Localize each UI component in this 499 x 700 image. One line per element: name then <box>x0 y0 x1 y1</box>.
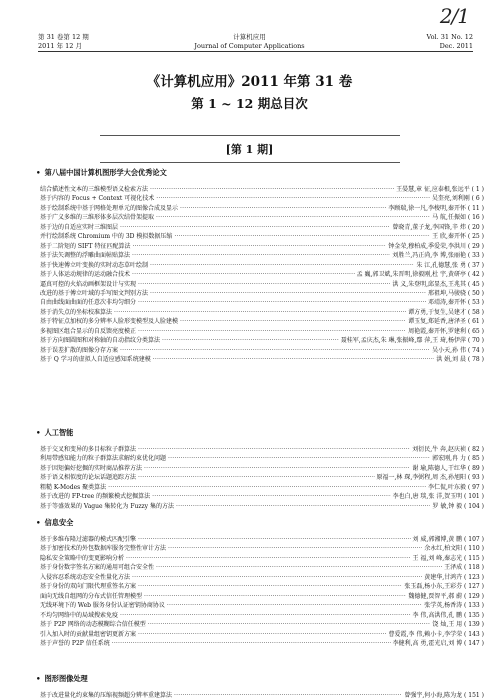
entry-authors-page: 朱 江,孔德慧,张 勇 ( 37 ) <box>416 261 484 269</box>
entry-authors-page: 钟金荣,穆柏成,季爱荣,李洪川 ( 29 ) <box>388 242 484 250</box>
toc-entry <box>40 582 484 591</box>
toc-entry <box>40 454 484 463</box>
entry-authors-page: 李也白,唐 琰,张 洋,贺玉明 ( 101 ) <box>392 493 484 501</box>
dot-leader <box>126 554 410 563</box>
dot-leader <box>150 261 414 270</box>
entry-authors-page: 邢祖坤,马骏骁 ( 50 ) <box>428 289 484 297</box>
entry-title: 基于误差扩散的图像分存方案 <box>40 346 119 354</box>
bullet-icon: • <box>36 428 41 437</box>
entry-authors-page: 李顾瑞,徐一凡,李梭明,秦开怀 ( 11 ) <box>388 204 484 212</box>
dot-leader <box>108 483 426 492</box>
entry-title: 基于绘制系统中基于网格处理单元的图像合成及显示 <box>40 204 179 212</box>
dot-leader <box>168 544 422 553</box>
dot-leader <box>138 535 410 544</box>
toc-entry <box>40 261 484 270</box>
entry-authors-page: 聂桂军,孟庆杰,朱 琳,张振峰,鄢 萍,王 琦,杨伊萍 ( 70 ) <box>340 337 484 345</box>
toc-entry <box>40 327 484 336</box>
toc-entry <box>40 223 484 232</box>
toc-entry <box>40 544 484 553</box>
issue-rule-bottom <box>100 162 400 163</box>
toc-entry <box>40 445 484 454</box>
toc-entry <box>40 270 484 279</box>
entry-authors-page: 魏德健,贾智平,郝 蔚 ( 129 ) <box>408 592 484 600</box>
entry-title: 基于 P2P 网络的动态模糊综合信任模型 <box>40 621 146 629</box>
toc-entry <box>40 308 484 317</box>
toc-entry <box>40 232 484 241</box>
entry-title: 基于法矢调整的浮雕曲面帖贴算法 <box>40 252 131 260</box>
entry-title: 多视图区组合显示的自反馈亮度模正 <box>40 327 137 335</box>
entry-title: 基于快速傅立叶变换的实时动态草叶绘制 <box>40 261 149 269</box>
entry-title: 基于方向图圆图和对称轴的自动指纹分类算法 <box>40 337 161 345</box>
dot-leader <box>138 298 426 307</box>
entry-authors-page: 刘胜兰,冯正尚,李 博,张丽艳 ( 33 ) <box>392 252 484 260</box>
dot-leader <box>138 582 402 591</box>
dot-leader <box>174 232 430 241</box>
header-center <box>0 33 499 50</box>
entry-title: 隐私安全策略中的变更影响分析 <box>40 554 125 562</box>
entry-title: 改进的基于傅立叶域的手写图文判别方法 <box>40 289 149 297</box>
section-name: 人工智能 <box>44 428 74 437</box>
entry-authors-page: 洪 义,朱登明,邱显杰,王兆其 ( 45 ) <box>392 280 484 288</box>
toc-entry <box>40 639 484 648</box>
page-title: 《计算机应用》2011 年第 31 卷 <box>146 74 353 90</box>
entry-title: 粗糙 K-Modes 聚类算法 <box>40 483 107 491</box>
entry-authors-page: 刘 威,郭湘博,黄 鹏 ( 107 ) <box>412 536 484 543</box>
dot-leader <box>120 223 390 232</box>
entry-authors-page: 马 航,任振如 ( 16 ) <box>432 214 484 222</box>
toc-entry <box>40 194 484 203</box>
entry-authors-page: 谭玉复,郑延香,唐泽圣 ( 61 ) <box>408 318 484 326</box>
dot-leader <box>144 464 410 473</box>
page-subtitle: 第 1 ~ 12 期总目次 <box>191 96 308 111</box>
dot-leader <box>112 639 391 648</box>
entry-title: 不均匀网络中的局域搜索免疫 <box>40 611 119 619</box>
dot-leader <box>180 204 386 213</box>
entry-title: 逼真可控的火焰动画框架设计与实现 <box>40 280 137 288</box>
bullet-icon: • <box>36 168 41 177</box>
dot-leader <box>144 592 406 601</box>
dot-leader <box>152 492 390 501</box>
dot-leader <box>150 289 426 298</box>
entry-title: 面向无线自组网的分布式信任管理模型 <box>40 592 143 600</box>
entry-authors-page: 罗 敏,钟 毅 ( 104 ) <box>432 502 484 510</box>
toc-entry <box>40 592 484 601</box>
entry-authors-page: 王泽成 ( 118 ) <box>444 564 484 572</box>
entry-authors-page: 曾晓青,董子龙,李国锋,辛 炜 ( 20 ) <box>392 223 484 231</box>
section-heading <box>36 428 73 438</box>
dot-leader <box>156 194 430 203</box>
entry-title: 基于边的自适应实时三维图层 <box>40 223 119 231</box>
section-name: 信息安全 <box>44 518 74 527</box>
issue-label: [第 1 期] <box>225 143 274 156</box>
issue-date-en: Dec. 2011 <box>439 41 473 50</box>
section-name: 第八届中国计算机图形学大会优秀论文 <box>44 168 167 177</box>
toc-entry <box>40 535 484 544</box>
toc-entry <box>40 554 484 563</box>
toc-entry <box>40 280 484 289</box>
dot-leader <box>120 346 430 355</box>
toc-entry <box>40 502 484 511</box>
entry-authors-page: 王晏慧,章 征,应泰根,张远平 ( 1 ) <box>396 186 484 193</box>
toc-entry <box>40 355 484 364</box>
entry-authors-page: 吴奎亮,刘利刚 ( 6 ) <box>431 195 484 203</box>
header-rule <box>38 51 473 52</box>
dot-leader <box>138 445 410 454</box>
issue-rule-top <box>100 135 400 136</box>
entry-title: 自由曲线面曲面的任意次非均匀细分 <box>40 299 137 307</box>
toc-entry <box>40 336 484 345</box>
entry-authors-page: 谭方勇,于复生,吴建才 ( 58 ) <box>408 308 484 316</box>
dot-leader <box>180 317 406 326</box>
dot-leader <box>132 270 355 279</box>
entry-title: 基于人体运动规律的运动融合技术 <box>40 271 131 279</box>
dot-leader <box>168 454 430 463</box>
entry-authors-page: 饶 灿,王 用 ( 139 ) <box>432 621 484 629</box>
dot-leader <box>138 630 386 639</box>
volume-issue: 第 31 卷第 12 期 <box>38 33 89 41</box>
dot-leader <box>138 473 375 482</box>
toc-entry <box>40 204 484 213</box>
toc-entry <box>40 242 484 251</box>
dot-leader <box>138 280 390 289</box>
toc-entry <box>40 620 484 629</box>
entry-title: 无线环境下的 Web 服务身份认证密钥协商协议 <box>40 602 165 610</box>
toc-entry <box>40 346 484 355</box>
entry-title: 基于多维布隆过滤器的模式匹配引擎 <box>40 536 137 543</box>
toc-entry <box>40 492 484 501</box>
issue-label-block <box>0 135 499 163</box>
entry-authors-page: 孟 巍,郭卫斌,朱晋明,徐毅刚,杜 宇,黄研亭 ( 42 ) <box>356 271 484 279</box>
dot-leader <box>176 502 430 511</box>
toc-entry <box>40 473 484 482</box>
entry-authors-page: 李仁侃,叶东毅 ( 97 ) <box>428 483 484 491</box>
toc-entry <box>40 573 484 582</box>
entry-authors-page: 黄建华,甘鸿卉 ( 123 ) <box>424 573 484 581</box>
toc-entry <box>40 630 484 639</box>
entry-authors-page: 原福一,林 琛,李弼程,周 杰,孙旭阳 ( 93 ) <box>376 474 484 482</box>
dot-leader <box>156 563 442 572</box>
bullet-icon: • <box>36 674 41 683</box>
header-right <box>427 33 473 50</box>
bullet-icon: • <box>36 518 41 527</box>
entry-title: 基于消失点的坐标校准算法 <box>40 308 113 316</box>
entry-authors-page: 曹爱霞,李 伟,赖小卡,李学荣 ( 143 ) <box>388 630 484 638</box>
running-header <box>0 0 499 50</box>
entry-title: 基于声誉的 P2P 信任系统 <box>40 639 110 647</box>
entry-title: 基于身份的双向门限代理重签名方案 <box>40 583 137 591</box>
entry-title: 基于因矩偏好挖掘的实时商品推荐方法 <box>40 464 143 472</box>
entry-authors-page: 李 伟,高洪伟,孔 鹏 ( 135 ) <box>412 611 484 619</box>
dot-leader <box>162 336 339 345</box>
toc-entry <box>40 213 484 222</box>
entry-authors-page: 吴小天,孙 伟 ( 74 ) <box>432 346 484 354</box>
toc-entry <box>40 298 484 307</box>
entry-authors-page: 王 欣,秦开怀 ( 25 ) <box>432 233 484 241</box>
entry-authors-page: 曾强宇,何小海,陈为龙 ( 151 ) <box>404 692 484 699</box>
toc-entry <box>40 563 484 572</box>
entry-title: 基于改进的 FP-tree 的频繁模式挖掘算法 <box>40 493 151 501</box>
entry-title: 基于身份数字签名方案的通用可组合安全性 <box>40 564 155 572</box>
entry-title: 基于交叉和变异的多目标粒子群算法 <box>40 446 137 453</box>
entry-title: 基于改进量化约束集的压缩视频超分辨率重建算法 <box>40 692 173 699</box>
handwritten-mark: 2/1 <box>439 4 469 28</box>
dot-leader <box>132 242 386 251</box>
dot-leader <box>148 620 431 629</box>
toc-entry <box>40 251 484 260</box>
entry-title: 基于特征点加权的多分辨率人脸形变模型及人脸建模 <box>40 318 179 326</box>
dot-leader <box>156 213 430 222</box>
toc-entry <box>40 483 484 492</box>
entry-authors-page: 邓靖涛,秦开怀 ( 53 ) <box>428 299 484 307</box>
dot-leader <box>167 601 422 610</box>
toc-entry <box>40 185 484 194</box>
dot-leader <box>150 185 394 194</box>
section-name: 图形图像处理 <box>44 674 88 683</box>
entry-authors-page: 郭宏刚,冉 力 ( 85 ) <box>432 455 484 463</box>
toc-entry <box>40 317 484 326</box>
section-heading <box>36 168 167 178</box>
entry-authors-page: 张学英,杨香涛 ( 133 ) <box>424 602 484 610</box>
toc-entry <box>40 611 484 620</box>
dot-leader <box>120 611 410 620</box>
toc-entry <box>40 289 484 298</box>
entry-authors-page: 谢 瑜,陈德人,干红华 ( 89 ) <box>412 464 484 472</box>
dot-leader <box>114 308 406 317</box>
entry-authors-page: 刘衍民,牛 奔,赵庆祯 ( 82 ) <box>412 446 484 453</box>
entry-title: 基于语义相似度的论坛话题追踪方法 <box>40 474 137 482</box>
dot-leader <box>153 355 435 364</box>
entry-authors-page: 王 福,刘 峰,秦志光 ( 115 ) <box>412 554 484 562</box>
entry-title: 基于 Q 学习的虚拟人自适应感知系统建模 <box>40 356 151 364</box>
entry-title: 基于等盛效果的 Vague 集转化为 Fuzzy 集的方法 <box>40 502 174 510</box>
toc-entry <box>40 601 484 610</box>
entry-title: 基于广义多维的三维形体多层次结骨架提取 <box>40 214 155 222</box>
entry-title: 引入加入时的贡献量组密钥更新方案 <box>40 630 137 638</box>
dot-leader <box>132 251 390 260</box>
volume-issue-en: Vol. 31 No. 12 <box>426 33 473 41</box>
entry-authors-page: 张玉磊,杨小东,王彩芬 ( 127 ) <box>404 583 484 591</box>
entry-authors-page: 周艳霞,秦开怀,罗建利 ( 65 ) <box>408 327 484 335</box>
issue-date: 2011 年 12 月 <box>38 41 83 50</box>
entry-title: 利用带感知能力的粒子群算法求解约束优化问题 <box>40 455 167 463</box>
entry-title: 基于二阶矩的 SIFT 特征匹配算法 <box>40 242 131 250</box>
dot-leader <box>138 327 406 336</box>
toc-entry <box>40 464 484 473</box>
entry-title: 基于加密技术的外包数据库服务完整性审计方法 <box>40 545 167 553</box>
journal-name-en: Journal of Computer Applications <box>194 41 305 50</box>
section-heading <box>36 518 73 528</box>
entry-title: 入侵容忍系统动态安全性量化方法 <box>40 573 131 581</box>
journal-name-cn: 计算机应用 <box>233 33 266 41</box>
section-heading <box>36 674 88 684</box>
entry-title: 基于内容的 Focus + Context 可视化技术 <box>40 195 155 203</box>
entry-authors-page: 李健利,高 勇,霍光启,刘 博 ( 147 ) <box>392 639 484 647</box>
entry-title: 并行绘制系统 Chromium 中的 3D 模拟数据压缩 <box>40 233 173 241</box>
entry-title: 结合描述性文本的三维模型语义检索方法 <box>40 186 149 193</box>
entry-authors-page: 余永红,柏文阳 ( 110 ) <box>424 545 484 553</box>
dot-leader <box>132 573 422 582</box>
entry-authors-page: 洪 娟,刘 晨 ( 78 ) <box>436 356 484 364</box>
